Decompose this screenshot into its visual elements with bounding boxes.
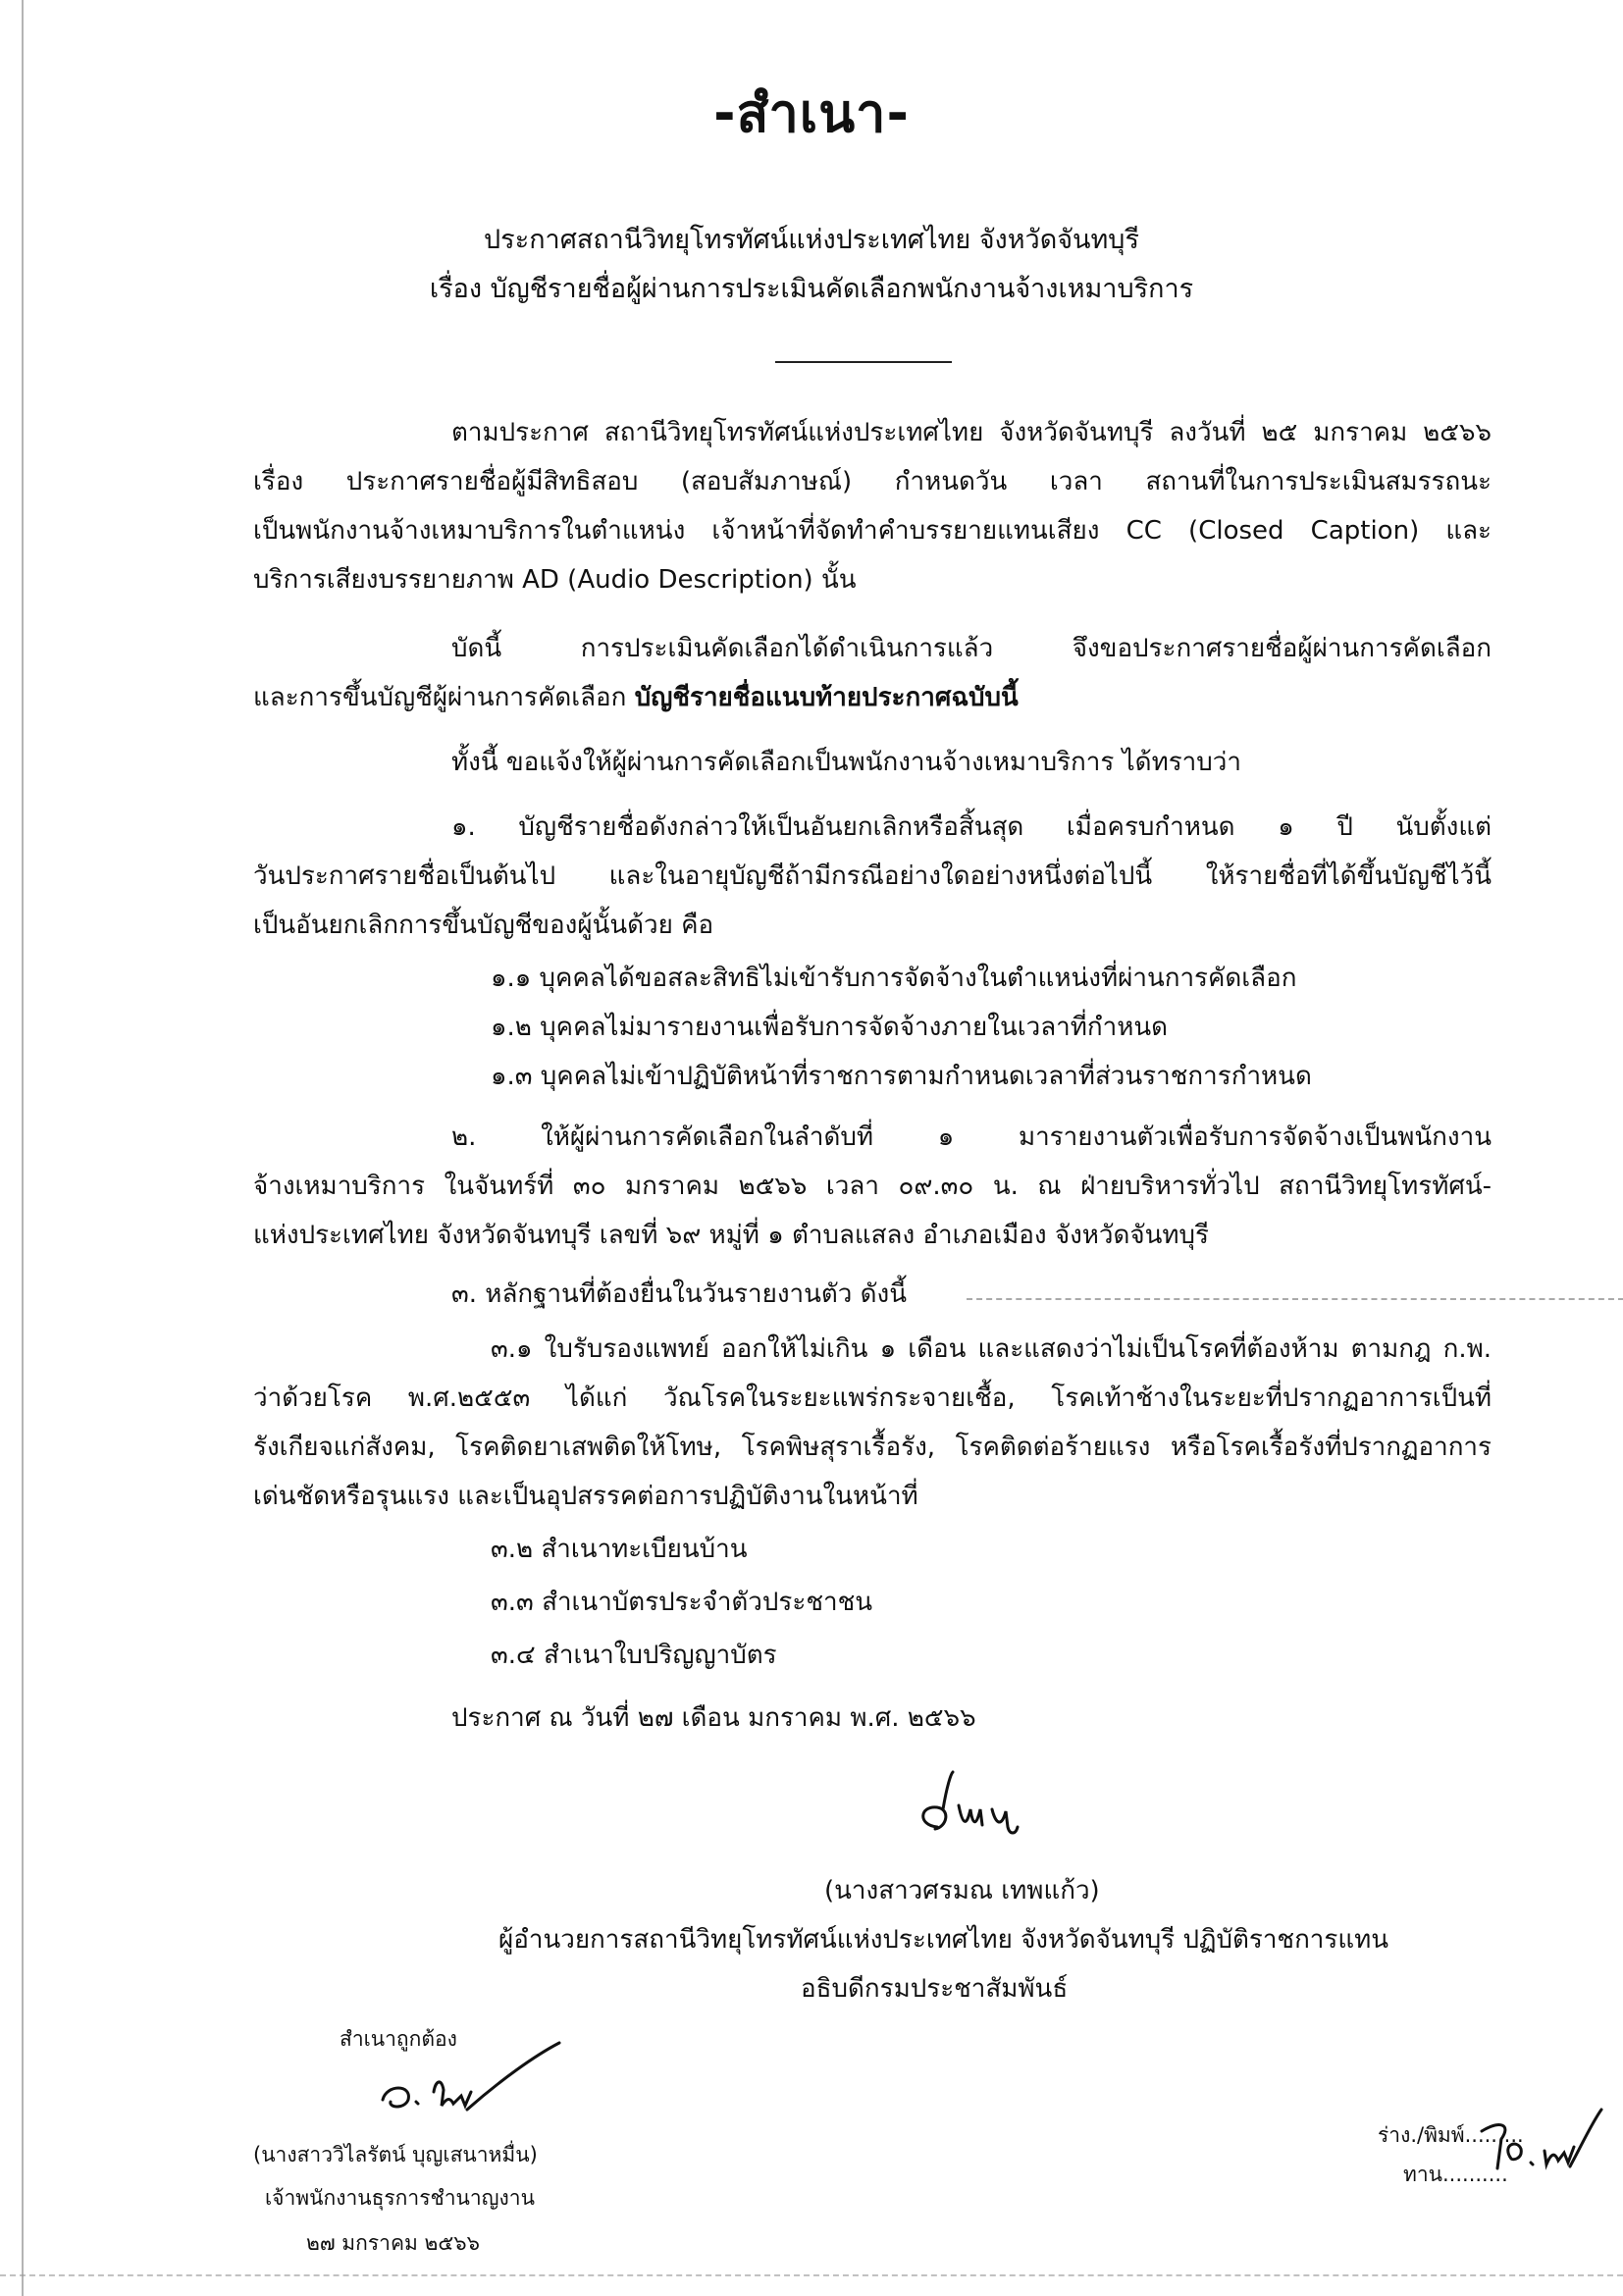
- item-2-line: จ้างเหมาบริการ ในจันทร์ที่ ๓๐ มกราคม ๒๕๖๖ เวลา ๐๙.๓๐ น. ณ ฝ่ายบริหารทั่วไป สถานีวิทยุโทรทัศน์-: [253, 1172, 1492, 1201]
- certifier-date: ๒๗ มกราคม ๒๕๖๖: [306, 2231, 480, 2255]
- announcement-date: ประกาศ ณ วันที่ ๒๗ เดือน มกราคม พ.ศ. ๒๕๖๖: [451, 1703, 976, 1733]
- reviewer-label: ทาน..........: [1403, 2163, 1508, 2186]
- scan-edge-line: [22, 0, 24, 2296]
- paragraph-line: [253, 685, 1019, 710]
- item-3-1-line: เด่นชัดหรือรุนแรง และเป็นอุปสรรคต่อการปฏิบัติงานในหน้าที่: [253, 1482, 918, 1511]
- item-3-sub: ๓.๒ สำเนาทะเบียนบ้าน: [491, 1535, 748, 1564]
- certifier-name: (นางสาววิไลรัตน์ บุญเสนาหมื่น): [253, 2143, 538, 2166]
- item-3-heading: ๓. หลักฐานที่ต้องยื่นในวันรายงานตัว ดังนี้: [451, 1279, 907, 1309]
- item-3-sub: ๓.๓ สำเนาบัตรประจำตัวประชาชน: [491, 1588, 873, 1617]
- heading-rule: [775, 361, 952, 363]
- item-1-line: เป็นอันยกเลิกการขึ้นบัญชีของผู้นั้นด้วย คือ: [253, 911, 714, 940]
- director-position-2: อธิบดีกรมประชาสัมพันธ์: [801, 1974, 1069, 2004]
- announcement-subject: เรื่อง บัญชีรายชื่อผู้ผ่านการประเมินคัดเลือกพนักงานจ้างเหมาบริการ: [429, 274, 1194, 304]
- paragraph-line: ตามประกาศ สถานีวิทยุโทรทัศน์แห่งประเทศไทย จังหวัดจันทบุรี ลงวันที่ ๒๕ มกราคม ๒๕๖๖: [451, 418, 1492, 447]
- scan-bottom-line: [0, 2274, 1623, 2276]
- paragraph-line: ทั้งนี้ ขอแจ้งให้ผู้ผ่านการคัดเลือกเป็นพนักงานจ้างเหมาบริการ ได้ทราบว่า: [451, 748, 1241, 777]
- item-1-sub: ๑.๓ บุคคลไม่เข้าปฏิบัติหน้าที่ราชการตามกำหนดเวลาที่ส่วนราชการกำหนด: [491, 1062, 1312, 1091]
- announcement-heading: ประกาศสถานีวิทยุโทรทัศน์แห่งประเทศไทย จังหวัดจันทบุรี: [484, 225, 1139, 255]
- paragraph-line: เป็นพนักงานจ้างเหมาบริการในตำแหน่ง เจ้าหน้าที่จัดทำคำบรรยายแทนเสียง CC (Closed Caption) และ: [253, 516, 1492, 546]
- item-1-sub: ๑.๑ บุคคลได้ขอสละสิทธิไม่เข้ารับการจัดจ้างในตำแหน่งที่ผ่านการคัดเลือก: [491, 964, 1297, 993]
- item-1-line: วันประกาศรายชื่อเป็นต้นไป และในอายุบัญชีถ้ามีกรณีอย่างใดอย่างหนึ่งต่อไปนี้ ให้รายชื่อที่ได้ขึ้นบัญชีไว้นี้: [253, 861, 1492, 891]
- copy-stamp-title: -สำเนา-: [713, 82, 910, 144]
- certified-copy-label: สำเนาถูกต้อง: [340, 2027, 457, 2051]
- certifier-position: เจ้าพนักงานธุรการชำนาญงาน: [265, 2186, 535, 2210]
- director-signature: [908, 1766, 1084, 1854]
- director-name: (นางสาวศรมณ เทพแก้ว): [824, 1876, 1100, 1905]
- item-1-line: ๑. บัญชีรายชื่อดังกล่าวให้เป็นอันยกเลิกหรือสิ้นสุด เมื่อครบกำหนด ๑ ปี นับตั้งแต่: [451, 812, 1492, 842]
- item-3-1-line: รังเกียจแก่สังคม, โรคติดยาเสพติดให้โทษ, โรคพิษสุราเรื้อรัง, โรคติดต่อร้ายแรง หรือโรคเรื้อรังที่ปรากฏอาการ: [253, 1433, 1492, 1462]
- item-1-sub: ๑.๒ บุคคลไม่มารายงานเพื่อรับการจัดจ้างภายในเวลาที่กำหนด: [491, 1013, 1169, 1042]
- paragraph-line: บัดนี้ การประเมินคัดเลือกได้ดำเนินการแล้ว จึงขอประกาศรายชื่อผู้ผ่านการคัดเลือก: [451, 634, 1492, 663]
- item-3-1-line: ว่าด้วยโรค พ.ศ.๒๕๕๓ ได้แก่ วัณโรคในระยะแพร่กระจายเชื้อ, โรคเท้าช้างในระยะที่ปรากฏอาการเป็นที่: [253, 1383, 1492, 1413]
- drafter-label: ร่าง./พิมพ์.........: [1378, 2123, 1524, 2147]
- drafter-signature: [1472, 2090, 1609, 2188]
- item-2-line: ๒. ให้ผู้ผ่านการคัดเลือกในลำดับที่ ๑ มารายงานตัวเพื่อรับการจัดจ้างเป็นพนักงาน: [451, 1122, 1492, 1152]
- item-2-line: แห่งประเทศไทย จังหวัดจันทบุรี เลขที่ ๖๙ หมู่ที่ ๑ ตำบลแสลง อำเภอเมือง จังหวัดจันทบุรี: [253, 1221, 1210, 1250]
- item-3-sub: ๓.๔ สำเนาใบปริญญาบัตร: [491, 1641, 777, 1670]
- certifier-signature: [373, 2041, 569, 2149]
- attached-list-note: บัญชีรายชื่อแนบท้ายประกาศฉบับนี้: [634, 683, 1019, 712]
- paragraph-text: และการขึ้นบัญชีผู้ผ่านการคัดเลือก: [253, 683, 635, 712]
- paragraph-line: เรื่อง ประกาศรายชื่อผู้มีสิทธิสอบ (สอบสัมภาษณ์) กำหนดวัน เวลา สถานที่ในการประเมินสมรรถนะ: [253, 467, 1492, 496]
- item-3-1-line: ๓.๑ ใบรับรองแพทย์ ออกให้ไม่เกิน ๑ เดือน และแสดงว่าไม่เป็นโรคที่ต้องห้าม ตามกฎ ก.พ.: [491, 1334, 1492, 1364]
- director-position: ผู้อำนวยการสถานีวิทยุโทรทัศน์แห่งประเทศไทย จังหวัดจันทบุรี ปฏิบัติราชการแทน: [498, 1925, 1389, 1955]
- scan-dash-artifact: [967, 1298, 1623, 1300]
- paragraph-line: บริการเสียงบรรยายภาพ AD (Audio Description) นั้น: [253, 565, 857, 595]
